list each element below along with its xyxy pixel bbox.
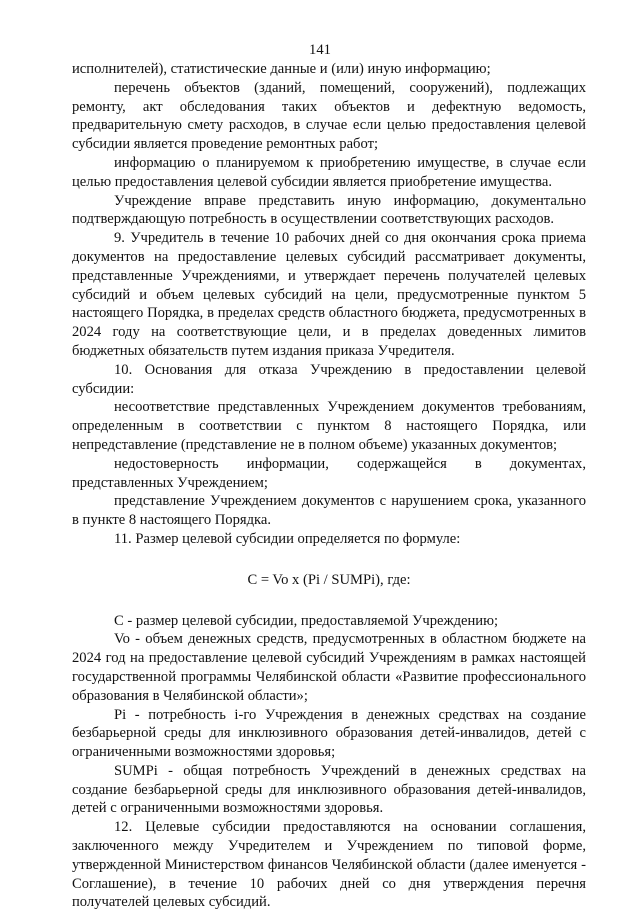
paragraph: 11. Размер целевой субсидии определяется по формуле: <box>114 530 461 547</box>
document-body <box>72 60 586 912</box>
paragraph: несоответствие представленных Учреждением документов требованиям, определенным в соответствии с пунктом 8 настоящего Порядка, или непредставление (представление не в полном объеме) указанных документов; <box>72 399 586 453</box>
paragraph: 10. Основания для отказа Учреждению в предоставлении целевой субсидии: <box>72 361 586 397</box>
paragraph: перечень объектов (зданий, помещений, сооружений), подлежащих ремонту, акт обследования таких объектов и дефектную ведомость, предварительную смету расходов, в случае если целью предоставления целевой субсидии является проведение ремонтных работ; <box>72 79 586 153</box>
paragraph: исполнителей), статистические данные и (или) иную информацию; <box>72 61 491 77</box>
paragraph: C - размер целевой субсидии, предоставляемой Учреждению; <box>114 612 499 629</box>
paragraph: информацию о планируемом к приобретению имуществе, в случае если целью предоставления целевой субсидии является приобретение имущества. <box>72 154 586 190</box>
formula: C = Vo x (Pi / SUMPi), где: <box>247 571 411 588</box>
paragraph: Pi - потребность i-го Учреждения в денежных средствах на создание безбарьерной среды для инклюзивного образования детей-инвалидов, детей с ограниченными возможностями здоровья; <box>72 706 586 761</box>
paragraph: Учреждение вправе представить иную информацию, документально подтверждающую потребность в осуществлении соответствующих расходов. <box>72 192 586 228</box>
paragraph: представление Учреждением документов с нарушением срока, указанного в пункте 8 настоящего Порядка. <box>72 493 586 529</box>
paragraph: 9. Учредитель в течение 10 рабочих дней со дня окончания срока приема документов на предоставление целевых субсидий рассматривает документы, представленные Учреждениями, и утверждает перечень получателей целевых субсидий и объем целевых субсидий на цели, предусмотренные пунктом 5 настоящего Порядка, в пределах средств областного бюджета, предусмотренных в 2024 году на соответствующие цели, и в пределах доведенных лимитов бюджетных обязательств путем издания приказа Учредителя. <box>72 230 586 359</box>
paragraph: SUMPi - общая потребность Учреждений в денежных средствах на создание безбарьерной среды для инклюзивного образования детей-инвалидов, детей с ограниченными возможностями здоровья. <box>72 762 586 817</box>
page-number: 141 <box>309 42 331 58</box>
paragraph: 12. Целевые субсидии предоставляются на основании соглашения, заключенного между Учредителем и Учреждением по типовой форме, утвержденной Министерством финансов Челябинской области (далее именуется - Соглашение), в течение 10 рабочих дней со дня утверждения перечня получателей целевых субсидий. <box>72 819 586 911</box>
paragraph: недостоверность информации, содержащейся в документах, представленных Учреждением; <box>72 455 586 491</box>
paragraph: Vo - объем денежных средств, предусмотренных в областном бюджете на 2024 год на предоставление целевой субсидий Учреждениям в рамках настоящей государственной программы Челябинской области «Развитие профессионального образования в Челябинской области»; <box>72 631 586 704</box>
